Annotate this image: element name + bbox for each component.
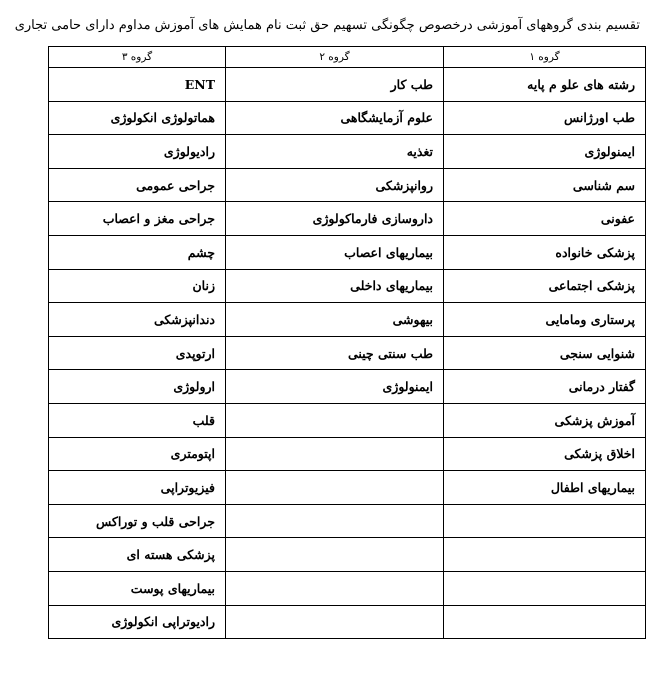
group-2-cell <box>226 605 444 639</box>
table-row <box>49 504 646 538</box>
group-2-cell: بیماریهای داخلی <box>226 269 444 303</box>
table-header-row <box>49 47 646 68</box>
group-3-cell: پزشکی هسته ای <box>49 538 226 572</box>
group-1-cell <box>444 504 646 538</box>
group-3-cell: ENT <box>49 68 226 102</box>
groups-table <box>48 46 646 639</box>
group-2-cell <box>226 538 444 572</box>
table-row <box>49 605 646 639</box>
group-2-cell <box>226 571 444 605</box>
group-1-cell: عفونی <box>444 202 646 236</box>
group-3-cell: زنان <box>49 269 226 303</box>
group-1-cell: شنوایی سنجی <box>444 336 646 370</box>
group-2-cell: طب کار <box>226 68 444 102</box>
group-1-cell: پزشکی خانواده <box>444 235 646 269</box>
group-2-cell <box>226 437 444 471</box>
group-2-cell <box>226 504 444 538</box>
header-group-3: گروه ۳ <box>49 47 226 68</box>
group-3-cell: جراحی مغز و اعصاب <box>49 202 226 236</box>
table-row <box>49 437 646 471</box>
group-3-cell: اپتومتری <box>49 437 226 471</box>
group-1-cell: طب اورژانس <box>444 101 646 135</box>
group-1-cell: سم شناسی <box>444 168 646 202</box>
table-row <box>49 303 646 337</box>
table-row <box>49 101 646 135</box>
group-3-cell: رادیولوژی <box>49 135 226 169</box>
group-1-cell <box>444 605 646 639</box>
table-row <box>49 336 646 370</box>
group-3-cell: جراحی قلب و توراکس <box>49 504 226 538</box>
table-row <box>49 68 646 102</box>
table-row <box>49 538 646 572</box>
table-row <box>49 202 646 236</box>
group-1-cell: آموزش پزشکی <box>444 403 646 437</box>
group-1-cell <box>444 538 646 572</box>
group-1-cell: پزشکی اجتماعی <box>444 269 646 303</box>
group-2-cell: تغذیه <box>226 135 444 169</box>
table-row <box>49 471 646 505</box>
group-2-cell: روانپزشکی <box>226 168 444 202</box>
group-2-cell: بیماریهای اعصاب <box>226 235 444 269</box>
table-row <box>49 571 646 605</box>
group-3-cell: جراحی عمومی <box>49 168 226 202</box>
group-1-cell: رشته های علو م پایه <box>444 68 646 102</box>
table-row <box>49 269 646 303</box>
group-1-cell: گفتار درمانی <box>444 370 646 404</box>
group-3-cell: رادیوتراپی انکولوژی <box>49 605 226 639</box>
table-row <box>49 370 646 404</box>
group-3-cell: ارولوژی <box>49 370 226 404</box>
group-1-cell: ایمنولوژی <box>444 135 646 169</box>
group-3-cell: بیماریهای پوست <box>49 571 226 605</box>
group-2-cell: داروسازی فارماکولوژی <box>226 202 444 236</box>
group-2-cell: ایمنولوژی <box>226 370 444 404</box>
group-2-cell <box>226 403 444 437</box>
group-2-cell: بیهوشی <box>226 303 444 337</box>
group-2-cell: طب سنتی چینی <box>226 336 444 370</box>
group-1-cell: پرستاری ومامایی <box>444 303 646 337</box>
group-3-cell: قلب <box>49 403 226 437</box>
group-3-cell: دندانپزشکی <box>49 303 226 337</box>
header-group-1: گروه ۱ <box>444 47 646 68</box>
table-row <box>49 235 646 269</box>
group-1-cell: بیماریهای اطفال <box>444 471 646 505</box>
group-2-cell <box>226 471 444 505</box>
group-1-cell <box>444 571 646 605</box>
group-2-cell: علوم آزمایشگاهی <box>226 101 444 135</box>
page-title: تقسیم بندی گروههای آموزشی درخصوص چگونگی تسهیم حق ثبت نام همایش های آموزش مداوم دارای حامی تجاری <box>14 18 640 33</box>
table-row <box>49 403 646 437</box>
table-row <box>49 168 646 202</box>
table-row <box>49 135 646 169</box>
group-3-cell: چشم <box>49 235 226 269</box>
group-3-cell: ارتوپدی <box>49 336 226 370</box>
header-group-2: گروه ۲ <box>226 47 444 68</box>
group-3-cell: فیزیوتراپی <box>49 471 226 505</box>
group-1-cell: اخلاق پزشکی <box>444 437 646 471</box>
group-3-cell: هماتولوژی انکولوژی <box>49 101 226 135</box>
